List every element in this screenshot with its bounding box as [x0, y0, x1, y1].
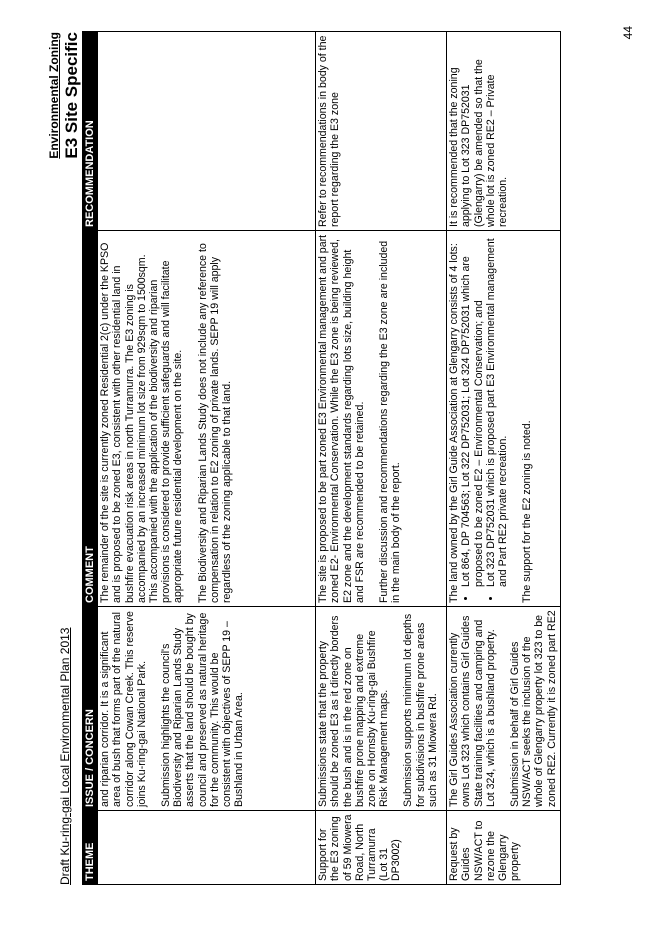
comment-cell [316, 231, 447, 607]
table-row [447, 32, 561, 885]
issue-text: Submission highlights the council's Biodiversity and Riparian Lands Study asserts that the land should be bought by council and preserved as natural heritage for the community. This would be consistent with objectives of SEPP 19 – Bushland in Urban Area. [160, 612, 246, 807]
col-header-theme: THEME [83, 811, 98, 885]
list-item: • Lot 323 DP752031 which is proposed part E3 Environmental management and Part RE2 private recreation. [485, 234, 509, 587]
comment-text: The Biodiversity and Riparian Lands Study does not include any reference to compensation in relation to E2 zoning of private lands. SEPP 19 will apply regardless of the zoning applicable to that land. [196, 243, 234, 603]
submissions-table [82, 31, 561, 885]
issue-cell [98, 607, 316, 811]
theme-cell [98, 811, 316, 885]
comment-text: The support for the E2 zoning is noted. [521, 420, 534, 603]
issue-text: Submissions state that the property should be zoned E3 as it directly borders the bush and is in the red zone on bushfire prone mapping and extreme zone on Hornsby Ku-ring-gai Bushfire Risk Management maps. [317, 615, 391, 807]
section-title: E3 Site Specific [62, 32, 81, 159]
theme-cell: Support for the E3 zoning of 59 Miowera Road, North Turramurra (Lot 31 DP3002) [316, 811, 447, 885]
issue-text: and riparian corridor. It is a significant area of bush that forms part of the natural corridor along Cowan Creek. This reserve joins Ku-ring-gai National Park. [99, 611, 148, 807]
comment-text: Further discussion and recommendations regarding the E3 zone are included in the main body of the report. [378, 240, 403, 603]
lot-list [460, 234, 509, 603]
recommendation-cell: It is recommended that the zoning applying to Lot 323 DP752031 (Glengarry) be amended so that the whole lot is zoned RE2 – Private recreation. [447, 32, 561, 231]
recommendation-cell [98, 32, 316, 231]
comment-text: The land owned by the Girl Guide Association at Glengarry consists of 4 lots: [448, 243, 461, 603]
issue-text: Submission supports minimum lot depths for subdivisions in bushfire prone areas such as 31 Miowera Rd. [402, 613, 439, 807]
issue-text: Submission in behalf of Girl Guides NSW/ACT seeks the inclusion of the whole of Glengarry property lot 323 to be zoned RE2. Currently it is zoned part RE2 [509, 610, 558, 807]
recommendation-cell: Refer to recommendations in body of the report regarding the E3 zone [316, 32, 447, 231]
document-title: Draft Ku-ring-gai Local Environmental Plan 2013 [58, 627, 72, 885]
comment-text: The site is proposed to be part zoned E3 Environmental management and part zoned E2- Environmental Conservation. While the E3 zone is being reviewed, E2 zone and the development standards regarding lots size, building height and FSR are recommended to be retained. [317, 234, 366, 603]
table-row [98, 32, 316, 885]
table-row [316, 32, 447, 885]
page-number: 44 [621, 26, 635, 40]
col-header-issue: ISSUE / CONCERN [83, 607, 98, 811]
comment-cell [447, 231, 561, 607]
comment-cell [98, 231, 316, 607]
table-header-row [83, 32, 98, 885]
col-header-comment: COMMENT [83, 231, 98, 607]
theme-cell: Request by Guides NSW/ACT to rezone the Glengarry property [447, 811, 561, 885]
section-header [47, 32, 82, 159]
issue-text: The Girl Guides Association currently owns Lot 323 which contains Girl Guides State training facilities and camping and Lot 324, which is a bushland property. [448, 615, 497, 807]
section-subtitle: Environmental Zoning [47, 32, 61, 159]
issue-cell [316, 607, 447, 811]
comment-text: The remainder of the site is currently zoned Residential 2(c) under the KPSO and is proposed to be zoned E3, consistent with other residential land in bushfire evacuation risk areas in north Turramurra. The E3 zoning is accompanied by an increased minimum lot size from 929sqm to 1500sqm. This accompanied with the application of the biodiversity and riparian provisions is considered to provide sufficient safeguards and will facilitate appropriate future residential development on the site. [99, 242, 185, 603]
col-header-recommendation: RECOMMENDATION [83, 32, 98, 231]
list-item: • Lot 864, DP 704563; Lot 322 DP752031; Lot 324 DP752031 which are proposed to be zoned E2 – Environmental Conservation; and [460, 234, 484, 587]
issue-cell [447, 607, 561, 811]
